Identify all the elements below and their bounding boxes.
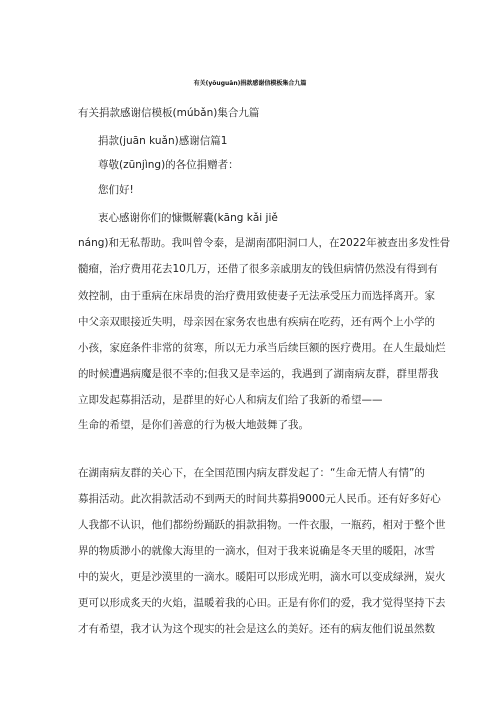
paragraph-line: 立即发起募捐活动，是群里的好心人和病友们给了我新的希望——	[78, 394, 383, 406]
salutation: 尊敬(zūnjìng)的各位捐赠者：	[98, 159, 239, 171]
paragraph-line: 募捐活动。此次捐款活动不到两天的时间共募捐9000元人民币。还有好多好心	[78, 493, 441, 505]
document-title: 有关(yǒuguān)捐款感谢信模板集合九篇	[193, 80, 307, 87]
paragraph-line: 效控制，由于重病在床昂贵的治疗费用致使妻子无法承受压力而选择离开。家	[78, 290, 435, 302]
paragraph-line: 生命的希望，是你们善意的行为极大地鼓舞了我。	[78, 419, 309, 431]
paragraph-line: 在湖南病友群的关心下，在全国范围内病友群发起了：“生命无情人有情”的	[78, 467, 425, 479]
greeting: 您们好!	[98, 184, 134, 196]
paragraph-line: 中父亲双眼接近失明，母亲因在家务农也患有疾病在吃药，还有两个上小学的	[78, 316, 435, 328]
paragraph-line: 才有希望，我才认为这个现实的社会是这么的美好。还有的病友他们说虽然数	[78, 623, 435, 635]
paragraph-line: 中的炭火，更是沙漠里的一滴水。暖阳可以形成光明，滴水可以变成绿洲，炭火	[78, 571, 446, 583]
paragraph-line: 衷心感谢你们的慷慨解囊(kāng kǎi jiě	[98, 212, 278, 224]
section-heading: 捐款(juān kuǎn)感谢信篇1	[98, 135, 228, 147]
document-subtitle: 有关捐款感谢信模板(múbǎn)集合九篇	[78, 107, 260, 119]
paragraph-line: 的时候遭遇病魔是很不幸的;但我又是幸运的，我遇到了湖南病友群，群里帮我	[78, 368, 439, 380]
paragraph-line: 更可以形成炙天的火焰，温暖着我的心田。正是有你们的爱，我才觉得坚持下去	[78, 597, 446, 609]
paragraph-line: náng)和无私帮助。我叫曾令泰，是湖南邵阳洞口人，在2022年被查出多发性骨	[78, 237, 451, 249]
paragraph-line: 人我都不认识，他们都纷纷踊跃的捐款捐物。一件衣服，一瓶药，相对于整个世	[78, 519, 446, 531]
paragraph-line: 界的物质渺小的就像大海里的一滴水，但对于我来说确是冬天里的暖阳，冰雪	[78, 545, 435, 557]
paragraph-line: 髓瘤，治疗费用花去10几万，还借了很多亲戚朋友的钱但病情仍然没有得到有	[78, 263, 438, 275]
paragraph-line: 小孩，家庭条件非常的贫寒，所以无力承当后续巨额的医疗费用。在人生最灿烂	[78, 342, 446, 354]
